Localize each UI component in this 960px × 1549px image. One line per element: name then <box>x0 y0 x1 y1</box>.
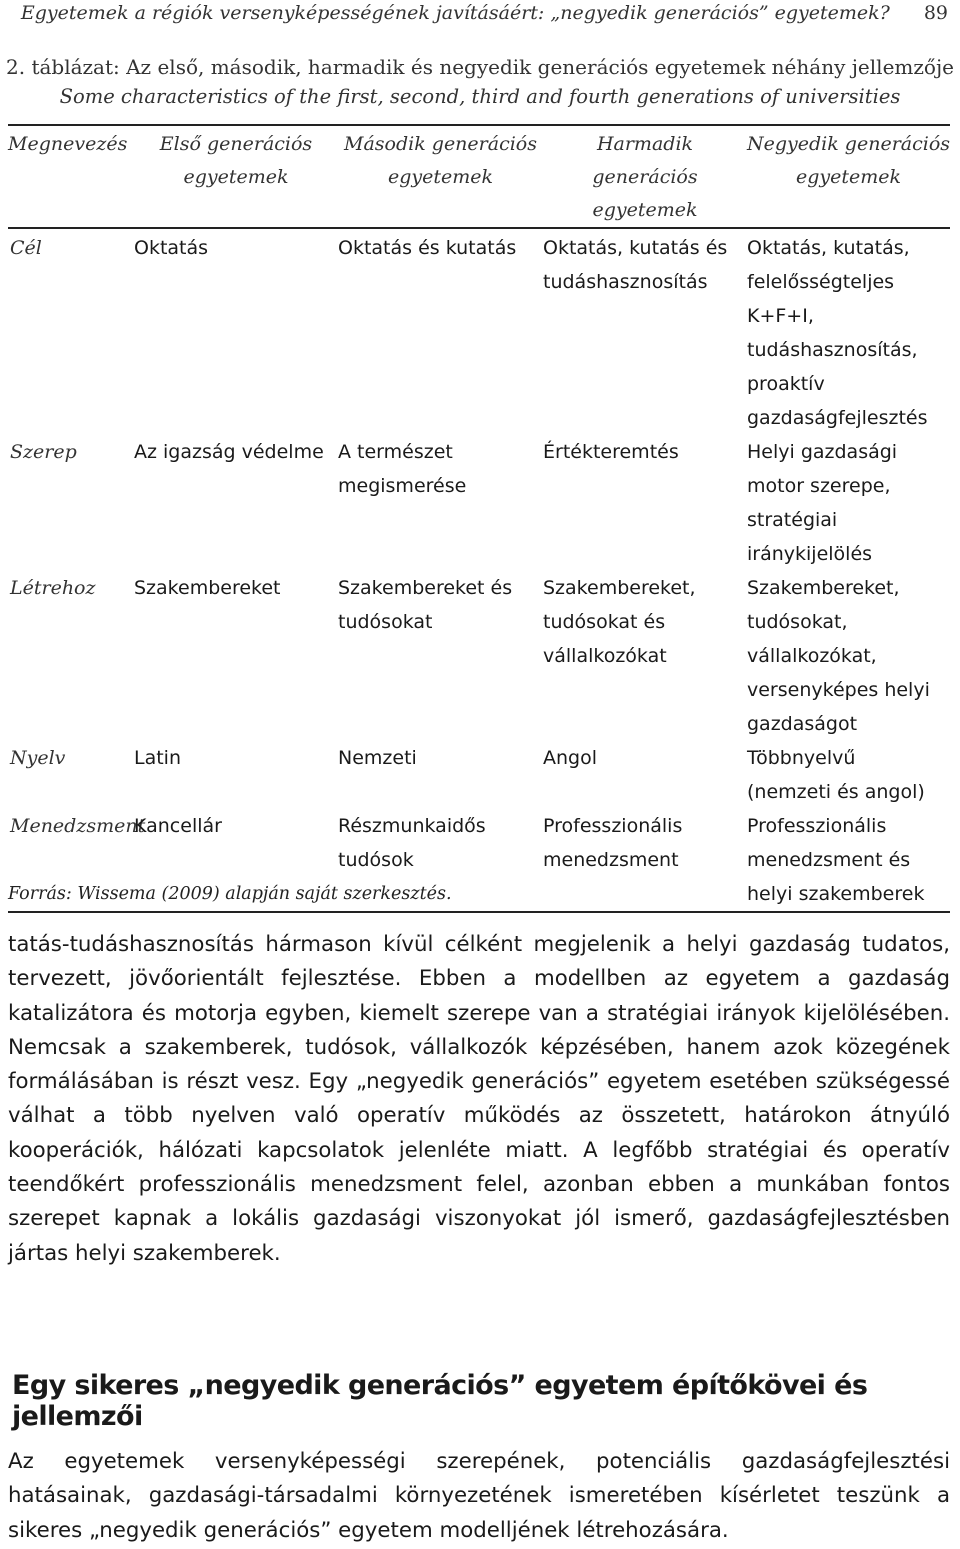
table-cell <box>543 435 747 571</box>
column-header-line: egyetemek <box>183 166 289 188</box>
cell-line: tudósok <box>338 849 414 871</box>
cell-line: Szakembereket, <box>543 577 696 599</box>
cell-line: stratégiai <box>747 509 838 531</box>
cell-line: Az igazság védelme <box>134 441 324 463</box>
cell-line: tudósokat, <box>747 611 848 633</box>
table-caption-english: Some characteristics of the first, second, third and fourth generations of universities <box>59 85 901 108</box>
cell-line: vállalkozókat, <box>747 645 877 667</box>
table-cell <box>338 228 543 435</box>
cell-line: Oktatás <box>134 237 209 259</box>
cell-line: Nemzeti <box>338 747 417 769</box>
column-header <box>543 125 747 228</box>
row-label: Cél <box>10 237 42 259</box>
cell-line: Helyi gazdasági <box>747 441 898 463</box>
cell-line: proaktív <box>747 373 825 395</box>
cell-line: Oktatás és kutatás <box>338 237 517 259</box>
column-header-line: egyetemek <box>795 166 902 188</box>
cell-line: Értékteremtés <box>543 441 679 463</box>
cell-line: gazdaságot <box>747 713 858 735</box>
table-row <box>8 571 950 741</box>
table-cell <box>747 741 950 809</box>
page-number: 89 <box>923 2 948 24</box>
cell-line: Részmunkaidős <box>338 815 486 837</box>
table-header <box>8 125 950 228</box>
table-row <box>8 741 950 809</box>
cell-line: tudósokat <box>338 611 433 633</box>
cell-line: tudósokat és <box>543 611 666 633</box>
cell-line: Szakembereket és <box>338 577 513 599</box>
running-title: Egyetemek a régiók versenyképességének javításáért: „negyedik generációs” egyetemek? <box>20 2 890 24</box>
cell-line: Latin <box>134 747 181 769</box>
cell-line: (nemzeti és angol) <box>747 781 925 803</box>
table-cell <box>338 741 543 809</box>
cell-line: Oktatás, kutatás, <box>747 237 910 259</box>
column-header <box>8 125 134 228</box>
row-label: Nyelv <box>10 747 66 769</box>
table-cell <box>747 435 950 571</box>
table-cell <box>338 571 543 741</box>
table-cell <box>134 228 338 435</box>
table-cell <box>543 571 747 741</box>
row-label: Szerep <box>10 441 77 463</box>
table-cell <box>747 228 950 435</box>
table-header-row <box>8 125 950 228</box>
table-row <box>8 228 950 435</box>
cell-line: Oktatás, kutatás és <box>543 237 728 259</box>
table-source-note: Forrás: Wissema (2009) alapján saját szerkesztés. <box>8 884 452 904</box>
cell-line: menedzsment és <box>747 849 911 871</box>
column-header-line: egyetemek <box>387 166 494 188</box>
body-paragraph-1: tatás-tudáshasznosítás hármason kívül célként megjelenik a helyi gazdaság tudatos, tervezett, jövőorientált fejlesztése. Ebben a modellben az egyetem a gazdaság katalizátora és motorja egyben, kiemelt szerepe van a stratégiai irányok kijelölésében. Nemcsak a szakemberek, tudósok, vállalkozók képzésében, hanem azok közegének formálásában is részt vesz. Egy „negyedik generációs” egyetem esetében szükségessé válhat a több nyelven való operatív működés az összetett, határokon átnyúló kooperációk, hálózati kapcsolatok jelenléte miatt. A legfőbb stratégiai és operatív teendőkért professzionális menedzsment felel, azonban ebben a munkában fontos szerepet kapnak a lokális gazdasági viszonyokat jól ismerő, gazdaságfejlesztésben jártas helyi szakemberek. <box>8 932 950 1266</box>
cell-line: Szakembereket, <box>747 577 900 599</box>
table-cell <box>543 228 747 435</box>
cell-line: helyi szakemberek <box>747 883 925 905</box>
cell-line: A természet <box>338 441 453 463</box>
generations-comparison-table <box>8 124 950 913</box>
table-cell <box>134 435 338 571</box>
column-header-line: Első generációs <box>159 133 313 155</box>
cell-line: Angol <box>543 747 598 769</box>
cell-line: Professzionális <box>543 815 683 837</box>
table-caption-hungarian: 2. táblázat: Az első, második, harmadik és negyedik generációs egyetemek néhány jellemzője <box>6 55 954 79</box>
row-label: Létrehoz <box>10 577 96 599</box>
cell-line: K+F+I, <box>747 305 814 327</box>
column-header-line: Második generációs <box>344 133 537 155</box>
cell-line: gazdaságfejlesztés <box>747 407 928 429</box>
table-cell <box>543 809 747 912</box>
body-paragraph-2: Az egyetemek versenyképességi szerepének, potenciális gazdaságfejlesztési hatásainak, gazdasági-társadalmi környezetének ismeretében kísérletet teszünk a sikeres „negyedik generációs” egyetem modelljének létrehozására. <box>8 1449 950 1543</box>
column-header-line: Harmadik generációs <box>592 133 698 188</box>
section-heading: Egy sikeres „negyedik generációs” egyetem építőkövei és jellemzői <box>12 1370 868 1432</box>
cell-line: Szakembereket <box>134 577 281 599</box>
cell-line: felelősségteljes <box>747 271 895 293</box>
running-header <box>0 2 948 24</box>
column-header <box>747 125 950 228</box>
cell-line: iránykijelölés <box>747 543 873 565</box>
column-header-line: egyetemek <box>592 199 698 221</box>
column-header-line: Megnevezés <box>8 133 128 155</box>
table-cell <box>543 741 747 809</box>
column-header <box>338 125 543 228</box>
cell-line: motor szerepe, <box>747 475 891 497</box>
cell-line: megismerése <box>338 475 467 497</box>
cell-line: versenyképes helyi <box>747 679 930 701</box>
row-label: Menedzsment <box>10 815 146 837</box>
table-row <box>8 435 950 571</box>
table-cell <box>134 741 338 809</box>
cell-line: tudáshasznosítás, <box>747 339 918 361</box>
column-header <box>134 125 338 228</box>
table-body <box>8 228 950 912</box>
table-cell <box>747 809 950 912</box>
cell-line: tudáshasznosítás <box>543 271 708 293</box>
table-cell <box>338 435 543 571</box>
cell-line: vállalkozókat <box>543 645 667 667</box>
table-cell <box>134 571 338 741</box>
cell-line: Professzionális <box>747 815 887 837</box>
cell-line: Kancellár <box>134 815 222 837</box>
table-cell <box>747 571 950 741</box>
column-header-line: Negyedik generációs <box>747 133 951 155</box>
cell-line: Többnyelvű <box>747 747 856 769</box>
cell-line: menedzsment <box>543 849 679 871</box>
